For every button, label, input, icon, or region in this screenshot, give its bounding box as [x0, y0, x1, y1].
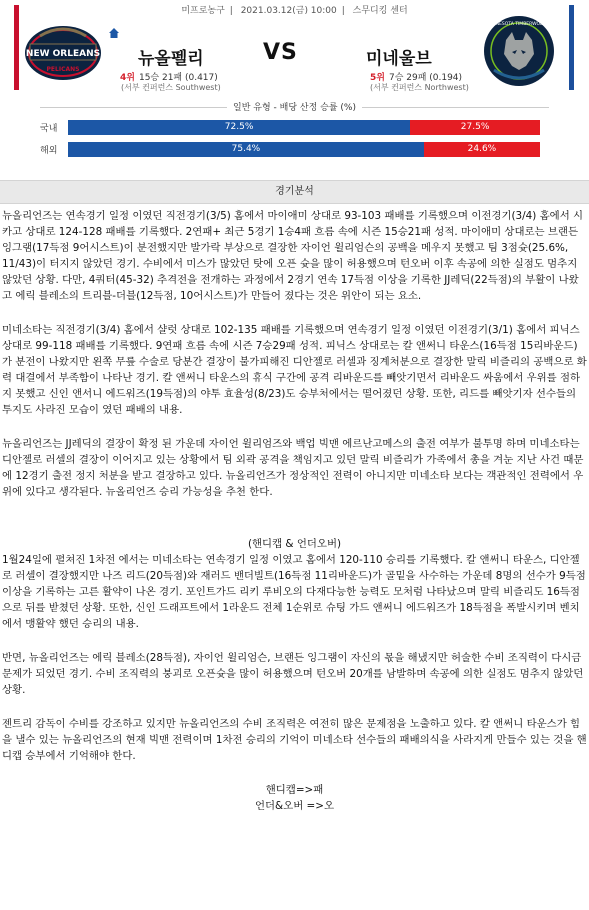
home-team-name: 뉴올펠리 [138, 49, 204, 69]
away-team-name: 미네울브 [366, 49, 432, 69]
pick-over-under: 언더&오버 =>오 [254, 800, 334, 812]
analysis-title: 경기분석 [275, 186, 314, 197]
odds-row-label: 해외 [40, 146, 58, 156]
analysis-body [0, 208, 589, 814]
match-datetime: 2021.03.12(금) 10:00 [240, 6, 337, 16]
odds-row-overseas [0, 139, 589, 161]
away-accent-bar [569, 5, 574, 90]
pick-handicap: 핸디캡=>패 [265, 784, 324, 796]
odds-bar [68, 120, 540, 135]
match-info: 미프로농구 | 2021.03.12(금) 10:00 | 스무디킹 센터 [181, 6, 408, 16]
odds-bar [68, 142, 540, 157]
svg-text:PELICANS: PELICANS [46, 66, 80, 73]
home-icon [108, 27, 120, 39]
away-division: (서부 컨퍼런스 Northwest) [370, 83, 469, 92]
match-header [0, 0, 589, 95]
pelicans-logo-icon [22, 20, 104, 84]
home-odds-segment: 75.4% [68, 142, 424, 157]
odds-row-domestic [0, 117, 589, 139]
pelicans-logo-text: NEW ORLEANS [25, 49, 101, 59]
analysis-paragraph-away: 미네소타는 직전경기(3/4) 홈에서 샬럿 상대로 102-135 패배를 기록했으며 연속경기 일정 이였던 이전경기(3/1) 홈에서 피닉스 상대로 99-118 패배를 기록했다. 9연패 흐름 속에 시즌 7승29패 성적. 피닉스 상대로는 칼 앤써니 타운스(16득점 15리바운드)가 분전이 나왔지만 왼쪽 무릎 수술로 당분간 결장이 불가피해진 디안젤로 러셀과 징계처분으로 결장한 말릭 비즐리의 공백으로 화력 대결에서 부족함이 나타난 경기. 칼 앤써니 타운스의 휴식 구간에 공격 리바운드를 빼앗기면서 리바운드 싸움에서 우위를 점하지 못했고 신인 앤서니 에드워즈(19득점)의 야투 효율성(8/23)도 승부처에서는 떨어졌던 상황. 또한, 리드를 빼앗기자 선수들의 투지도 사라진 모습이 였던 패배의 내용. [2, 324, 587, 416]
handicap-paragraph-summary: 젠트리 감독이 수비를 강조하고 있지만 뉴올리언즈의 수비 조직력은 여전히 많은 문제점을 노출하고 있다. 칼 앤써니 타운스가 힘을 낼수 있는 뉴올리언즈의 현재 빅맨 전력이며 1차전 승리의 기억이 미네소타 선수들의 패배의식을 사라지게 만들수 있는 것을 핸디캡 승부에서 기억해야 한다. [2, 718, 587, 762]
away-team-record: 5위 7승 29패 (0.194) [370, 73, 463, 83]
handicap-title: (핸디캡 & 언더오버) [247, 538, 342, 550]
analysis-section-header [0, 180, 589, 204]
away-rank: 5위 [370, 73, 385, 83]
odds-row-label: 국내 [40, 124, 58, 134]
versus-label: VS [263, 40, 298, 65]
away-odds-segment: 27.5% [410, 120, 540, 135]
timberwolves-logo-icon [482, 14, 556, 88]
home-team-record: 4위 15승 21패 (0.417) [120, 73, 218, 83]
home-division: (서부 컨퍼런스 Southwest) [121, 83, 221, 92]
home-rank: 4위 [120, 73, 135, 83]
odds-section-title: 일반 유형 - 배당 산정 승률 (%) [0, 97, 589, 117]
handicap-paragraph-home: 반면, 뉴올리언즈는 에릭 블레소(28득점), 자이언 윌리엄슨, 브랜든 잉그램이 자신의 몫을 해냈지만 허술한 수비 조직력이 다시금 문제가 되었던 경기. 수비 조직력의 붕괴로 오픈슛을 많이 허용했으며 턴오버 20개를 남발하며 속공에 의한 실점도 멈추지 않았던 상황. [2, 652, 584, 696]
away-odds-segment: 24.6% [424, 142, 540, 157]
analysis-paragraph-home: 뉴올리언즈는 연속경기 일정 이였던 직전경기(3/5) 홈에서 마이애미 상대로 93-103 패배를 기록했으며 이전경기(3/4) 홈에서 시카고 상대로 124-128 패배를 기록했다. 2연패+ 최근 5경기 1승4패 흐름 속에 시즌 15승21패 성적. 마이애미 상대로는 브랜든 잉그램(17득점 9어시스트)이 분전했지만 발가락 부상으로 결장한 자이언 윌리엄슨의 공백을 메우지 못했고 팀 3점슛(25.6%, 11/43)이 터지지 않았던 경기. 수비에서 미스가 많았던 탓에 오픈 슛을 많이 허용했으며 턴오버 이후 속공에 의한 실점도 멈추지 않았던 상황. 다만, 4쿼터(45-32) 추격전을 전개하는 과정에서 2경기 연속 17득점 이상을 기록한 JJ레딕(22득점)의 부활이 나왔고 에릭 블레소의 트리블-더블(12득점, 10어시스트)가 만들어 졌다는 것은 위안이 되는 요소. [2, 210, 584, 302]
handicap-paragraph-history: 1월24일에 펼쳐진 1차전 에서는 미네소타는 연속경기 일정 이였고 홈에서 120-110 승리를 기록했다. 칼 앤써니 타운스, 디안젤로 러셀이 결장했지만 나즈 리드(20득점)와 재러드 밴더빌트(16득점 11리바운드)가 골밑을 사수하는 가운데 8명의 선수가 9득점 이상을 기록하는 고른 활약이 나온 경기. 포인트가드 리키 루비오의 다재다능한 능력도 모처럼 나타났으며 말릭 비즐리도 16득점으로 뒤를 받쳤던 상황. 또한, 신인 드래프트에서 1라운드 전체 1순위로 슈팅 가드 앤써니 에드워즈가 18득점을 폭발시키며 벤치에서 맹활약 했던 승리의 내용. [2, 554, 586, 630]
analysis-paragraph-prediction: 뉴올리언즈는 JJ레딕의 결장이 확정 된 가운데 자이언 윌리엄즈와 백업 빅맨 에르난고메스의 출전 여부가 불투명 하며 미네소타는 디안젤로 러셀의 결장이 이어지고 있는 상황에서 팀 외곽 공격을 책임지고 있던 말릭 비즐리가 가족에서 총을 겨눈 지난 사건 때문에 12경기 출전 정지 처분을 받고 결장하고 있다. 뉴올리언즈가 정상적인 전력이 아니지만 미네소타 보다는 객관적인 전력에서 우위에 있다고 생각된다. 뉴올리언즈 승리 가능성을 추천 한다. [2, 438, 584, 498]
league-name: 미프로농구 [181, 6, 225, 16]
home-accent-bar [14, 5, 19, 90]
home-odds-segment: 72.5% [68, 120, 410, 135]
match-venue: 스무디킹 센터 [352, 6, 408, 16]
timberwolves-logo-text: MINNESOTA TIMBERWOLVES [487, 22, 551, 27]
